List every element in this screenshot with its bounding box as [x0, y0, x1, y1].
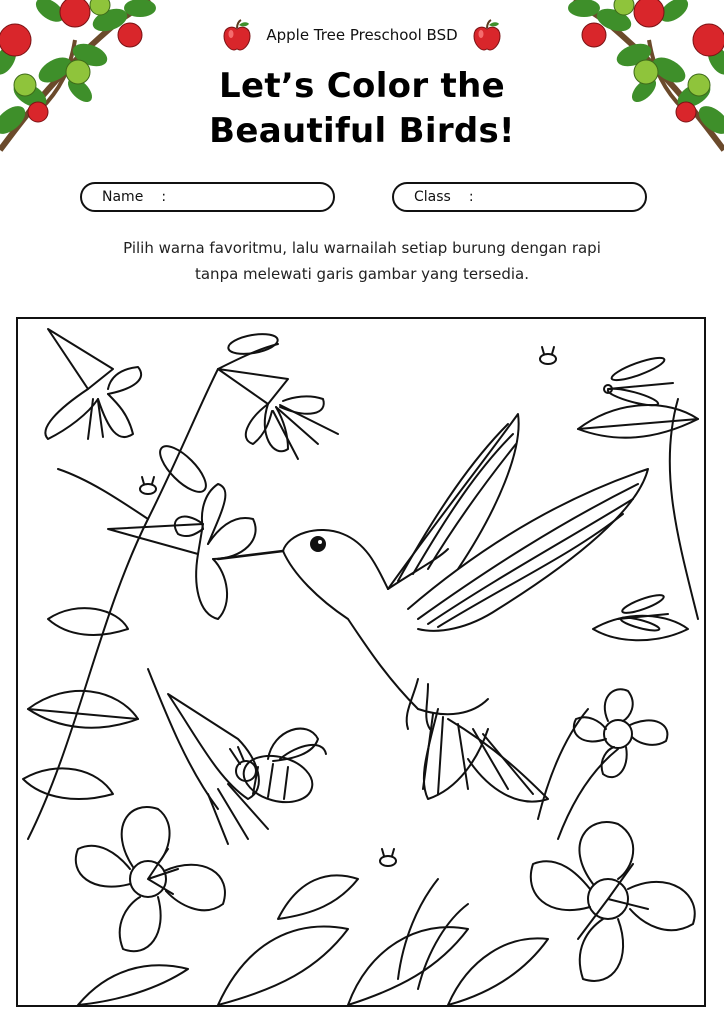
name-field[interactable] [80, 182, 335, 212]
school-name: Apple Tree Preschool BSD [266, 26, 458, 44]
title-line-2: Beautiful Birds! [209, 111, 515, 151]
class-label: Class [414, 189, 451, 205]
flower-bud [227, 331, 279, 357]
apple-icon [222, 19, 252, 51]
leaf-icon [48, 608, 128, 635]
bee-icon [540, 347, 556, 364]
class-field[interactable] [392, 182, 647, 212]
leaf-icon [278, 875, 358, 919]
instructions-line-1: Pilih warna favoritmu, lalu warnailah setiap burung dengan rapi [123, 239, 601, 257]
leaf-icon [448, 938, 548, 1005]
instructions-line-2: tanpa melewati garis gambar yang tersedia. [194, 265, 529, 283]
flower-icon [218, 369, 338, 459]
name-label: Name [102, 189, 144, 205]
hummingbird-icon [218, 414, 648, 802]
flower-stem [58, 469, 148, 519]
school-header [0, 18, 724, 52]
flower-icon [76, 807, 225, 951]
class-colon: : [468, 189, 474, 205]
dragonfly-icon [618, 592, 668, 633]
coloring-illustration [18, 319, 704, 1005]
name-colon: : [161, 189, 167, 205]
flower-stem [670, 399, 698, 619]
bee-icon [140, 477, 156, 494]
leaf-icon [348, 927, 468, 1005]
title-line-1: Let’s Color the [219, 66, 505, 106]
coloring-frame [16, 317, 706, 1007]
instructions [80, 235, 644, 287]
leaf-icon [78, 965, 188, 1005]
flower-icon [574, 689, 668, 777]
bee-icon [380, 849, 396, 866]
dragonfly-icon [604, 354, 673, 409]
leaf-icon [218, 927, 348, 1005]
apple-icon [472, 19, 502, 51]
flower-icon [108, 484, 256, 619]
flower-icon [531, 822, 695, 981]
flower-icon [45, 329, 141, 439]
page-title [0, 64, 724, 154]
leaf-icon [23, 768, 113, 799]
